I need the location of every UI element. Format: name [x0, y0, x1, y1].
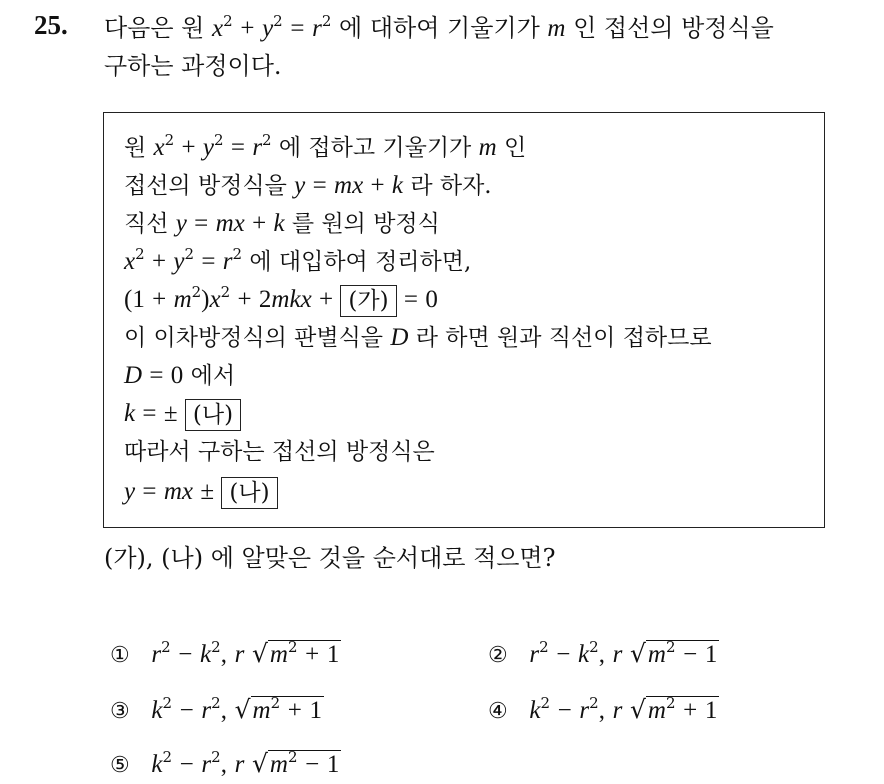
blank-na-box-2: (나): [221, 477, 277, 509]
box-line-2: 접선의 방정식을 y = mx + k 라 하자.: [124, 172, 492, 199]
blank-ga-box: (가): [340, 285, 396, 317]
box-line-8: k = ± (나): [124, 397, 241, 431]
blank-na-box-1: (나): [185, 399, 241, 431]
sqrt-expression: $√m^2 + 1$: [251, 638, 340, 668]
box-line-3: 직선 y = mx + k 를 원의 방정식: [124, 210, 440, 237]
question-stem-line-2: 구하는 과정이다.: [104, 52, 282, 80]
box-line-7: D = 0 에서: [124, 362, 236, 389]
prompt: (가), (나) 에 알맞은 것을 순서대로 적으면?: [104, 544, 556, 572]
sqrt-expression: $√m^2 - 1$: [629, 638, 718, 668]
question-stem-line-1: 다음은 원 $x^2 + y^2 = r^2$ 에 대하여 기울기가 m 인 접선의 방정식을: [104, 12, 774, 42]
question-number: 25.: [34, 10, 68, 40]
box-line-5: $(1 + m^2)x^2 + 2mkx$ + (가) = 0: [124, 283, 438, 317]
choice-3[interactable]: ③ $k^2 - r^2$, $√m^2 + 1$: [110, 692, 324, 730]
box-line-9: 따라서 구하는 접선의 방정식은: [124, 439, 435, 465]
box-line-10: y = mx ± (나): [124, 475, 278, 509]
sqrt-expression: $√m^2 + 1$: [629, 694, 718, 724]
choice-5[interactable]: ⑤ $k^2 - r^2$, r $√m^2 - 1$: [110, 746, 341, 784]
choice-4[interactable]: ④ $k^2 - r^2$, r $√m^2 + 1$: [488, 692, 719, 730]
box-line-6: 이 이차방정식의 판별식을 D 라 하면 원과 직선이 접하므로: [124, 324, 712, 351]
box-line-1: 원 $x^2 + y^2 = r^2$ 에 접하고 기울기가 m 인: [124, 131, 527, 161]
sqrt-expression: $√m^2 + 1$: [234, 694, 323, 724]
sqrt-expression: $√m^2 - 1$: [251, 748, 340, 778]
choice-1[interactable]: ① $r^2 - k^2$, r $√m^2 + 1$: [110, 636, 341, 674]
box-line-4: $x^2 + y^2 = r^2$ 에 대입하여 정리하면,: [124, 245, 472, 275]
choice-2[interactable]: ② $r^2 - k^2$, r $√m^2 - 1$: [488, 636, 719, 674]
proof-box: [103, 112, 825, 528]
